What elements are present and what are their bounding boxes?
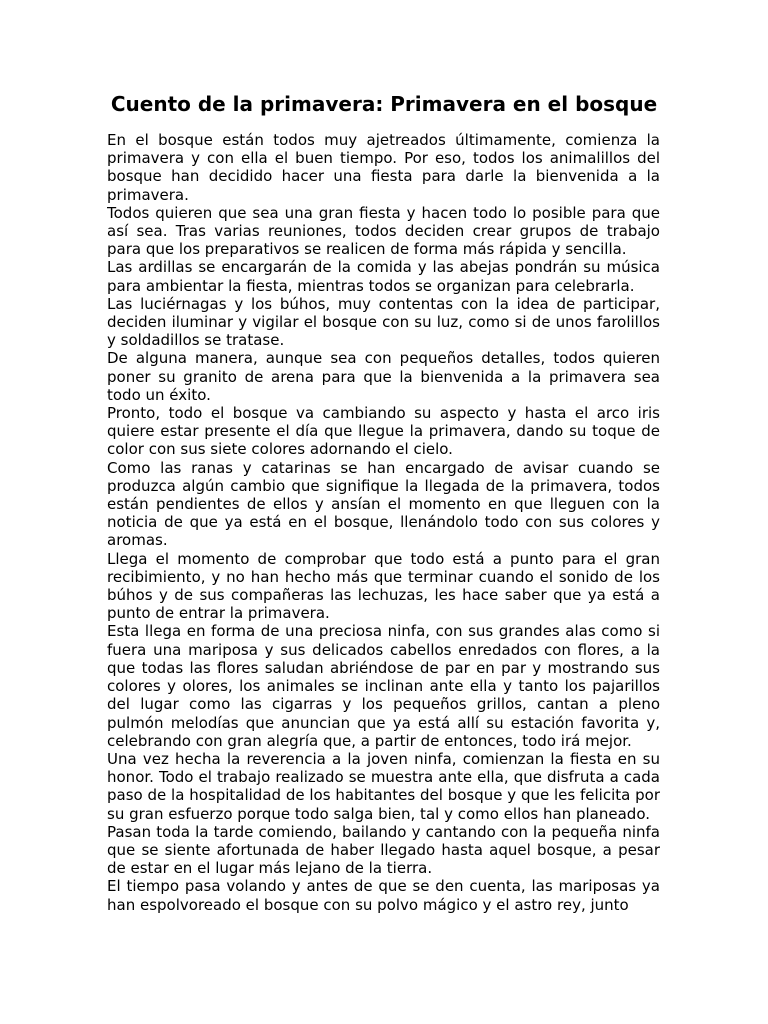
paragraph: En el bosque están todos muy ajetreados últimamente, comienza la primavera y con ella el buen tiempo. Por eso, todos los animalillos del bosque han decidido hacer una fiesta para darle la bienvenida a la primavera. <box>107 131 660 204</box>
document-body <box>107 131 660 931</box>
document-title: Cuento de la primavera: Primavera en el bosque <box>110 92 658 116</box>
paragraph: Las ardillas se encargarán de la comida y las abejas pondrán su música para ambientar la fiesta, mientras todos se organizan para celebrarla. <box>107 258 660 295</box>
paragraph: Como las ranas y catarinas se han encargado de avisar cuando se produzca algún cambio que signifique la llegada de la primavera, todos están pendientes de ellos y ansían el momento en que lleguen con la noticia de que ya está en el bosque, llenándolo todo con sus colores y aromas. <box>107 458 660 550</box>
paragraph: Todos quieren que sea una gran fiesta y hacen todo lo posible para que así sea. Tras varias reuniones, todos deciden crear grupos de trabajo para que los preparativos se realicen de forma más rápida y sencilla. <box>107 203 660 259</box>
paragraph: Pasan toda la tarde comiendo, bailando y cantando con la pequeña ninfa que se siente afortunada de haber llegado hasta aquel bosque, a pesar de estar en el lugar más lejano de la tierra. <box>107 822 660 878</box>
paragraph: De alguna manera, aunque sea con pequeños detalles, todos quieren poner su granito de arena para que la bienvenida a la primavera sea todo un éxito. <box>107 349 660 404</box>
paragraph: Pronto, todo el bosque va cambiando su aspecto y hasta el arco iris quiere estar presente el día que llegue la primavera, dando su toque de color con sus siete colores adornando el cielo. <box>107 404 660 459</box>
paragraph: Las luciérnagas y los búhos, muy contentas con la idea de participar, deciden iluminar y vigilar el bosque con su luz, como si de unos farolillos y soldadillos se tratase. <box>107 294 660 350</box>
paragraph: Una vez hecha la reverencia a la joven ninfa, comienzan la fiesta en su honor. Todo el trabajo realizado se muestra ante ella, que disfruta a cada paso de la hospitalidad de los habitantes del bosque y que les felicita por su gran esfuerzo porque todo salga bien, tal y como ellos han planeado. <box>107 749 660 823</box>
paragraph: El tiempo pasa volando y antes de que se den cuenta, las mariposas ya han espolvoreado el bosque con su polvo mágico y el astro rey, junto <box>107 877 660 914</box>
paragraph: Llega el momento de comprobar que todo está a punto para el gran recibimiento, y no han hecho más que terminar cuando el sonido de los búhos y de sus compañeras las lechuzas, les hace saber que ya está a punto de entrar la primavera. <box>107 549 660 623</box>
paragraph: Esta llega en forma de una preciosa ninfa, con sus grandes alas como si fuera una mariposa y sus delicados cabellos enredados con flores, a la que todas las flores saludan abriéndose de par en par y mostrando sus colores y olores, los animales se inclinan ante ella y tanto los pajarillos del lugar como las cigarras y los pequeños grillos, cantan a pleno pulmón melodías que anuncian que ya está allí su estación favorita y, celebrando con gran alegría que, a partir de entonces, todo irá mejor. <box>107 622 660 750</box>
